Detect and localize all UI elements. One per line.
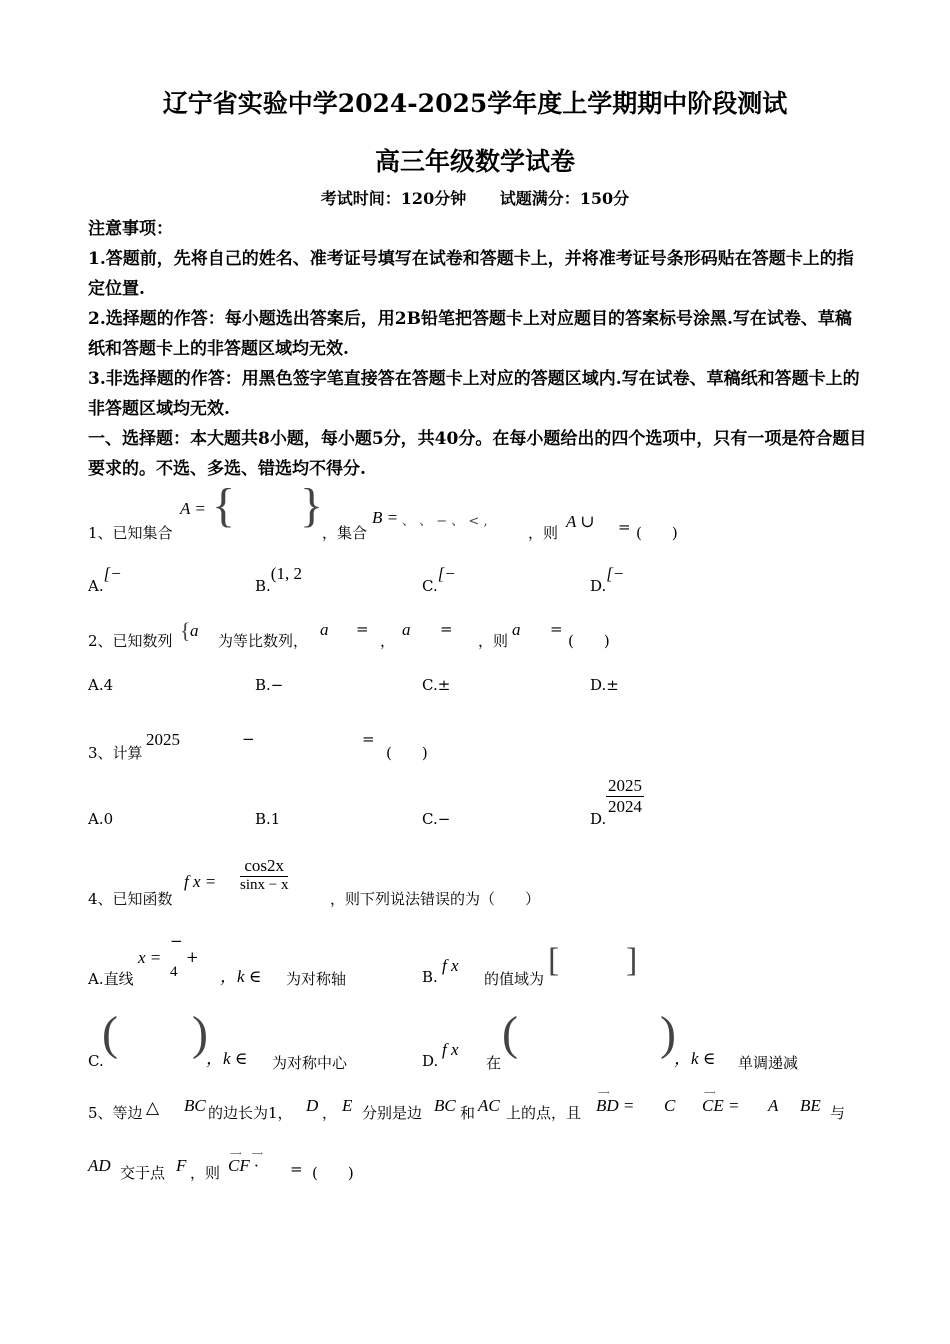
q5-prefix: 5、等边 [88, 1104, 143, 1122]
notes-section [88, 214, 868, 484]
q1-option-b[interactable]: B.(1, 2 [255, 564, 302, 595]
exam-info [0, 186, 950, 209]
q5-a: A [768, 1096, 779, 1115]
q5-t4: 交于点 [120, 1164, 166, 1182]
q2-then: ，则 [478, 632, 509, 650]
q4-tail: ，则下列说法错误的为（ ） [330, 890, 541, 908]
q2-option-d[interactable]: D.± [590, 676, 619, 694]
q5-d: D [306, 1096, 319, 1115]
q3-option-d[interactable]: D. [590, 810, 607, 828]
q1-paren: ( ) [636, 524, 678, 542]
q1-option-a[interactable]: A.[− [88, 564, 122, 595]
q2-eq3: = [550, 620, 563, 638]
q5-bd: BD = [596, 1096, 635, 1115]
q4-d-paren-right-icon: ) [660, 1007, 676, 1060]
q1-left-brace-icon: { [212, 479, 236, 532]
q2-seq: a [190, 621, 199, 640]
q3-option-c[interactable]: C.− [422, 810, 451, 828]
q5-be: BE [800, 1096, 821, 1115]
note-3: 3.非选择题的作答：用黑色签字笔直接答在答题卡上对应的答题区域内.写在试卷、草稿纸和答题卡上的非答题区域均无效. [88, 369, 860, 419]
exam-title: 辽宁省实验中学2024-2025学年度上学期期中阶段测试 [162, 89, 788, 118]
q3-paren: ( ) [386, 744, 428, 762]
q1-mid: ，集合 [322, 524, 368, 542]
q5-vec-bd-icon: ⟶ [598, 1088, 611, 1097]
notes-heading: 注意事项： [88, 219, 173, 239]
q2-comma: ， [380, 632, 396, 650]
q5-t2: 分别是边 [362, 1104, 423, 1122]
q1-union: A ∪ [566, 512, 595, 531]
q4-b-bracket-right-icon: ] [626, 942, 638, 979]
q1-eq: = [618, 518, 631, 536]
q4-d-paren-left-icon: ( [502, 1007, 518, 1060]
q1-set-b-tail: 、 、 − 、 < , [402, 514, 488, 529]
q2-a2: a [402, 620, 411, 639]
q2-prefix: 2、已知数列 [88, 632, 173, 650]
q5-bc2: BC [434, 1096, 456, 1115]
q3-eq: = [362, 730, 375, 748]
q5-e: E [342, 1096, 353, 1115]
q5-comma: ， [322, 1104, 338, 1122]
q5-paren: ( ) [312, 1164, 354, 1182]
q2-paren: ( ) [568, 632, 610, 650]
q5-ac: AC [478, 1096, 500, 1115]
q4-b-bracket-left-icon: [ [548, 942, 560, 979]
q5-t3: 上的点，且 [506, 1104, 582, 1122]
note-2: 2.选择题的作答：每小题选出答案后，用2B铅笔把答题卡上对应题目的答案标号涂黑.写在试卷、草稿纸和答题卡上的非答题区域均无效. [88, 309, 852, 359]
q1-prefix: 1、已知集合 [88, 524, 173, 542]
q3-prefix: 3、计算 [88, 744, 143, 762]
exam-page: 辽宁省实验中学2024-2025学年度上学期期中阶段测试 高三年级数学试卷 考试时间：120分钟 试题满分：150分 注意事项： 1.答题前，先将自己的姓名、准考证号填写在试卷和答题卡上，并将准考证号条形码贴在答题卡上的指定位置. 2.选择题的作答：每小题选出答案后，用2B铅笔把答题卡上对应题目的答案标号涂黑.写在试卷、草稿纸和答题卡上的非答题区域均无效. 3.非选择题的作答：用黑色签字笔直接答在答题卡上对应的答题区域内.写在试卷、草稿纸和答题卡上的非答题区域均无效. 一、选择题：本大题共8小题，每小题5分，共40分。在每小题给出的四个选项中，只有一项是符合题目要求的。不选、多选、错选均不得分. 1、已知集合 A = { } ，集合 B = 、 、 − 、 < , ，则 A ∪ = ( ) A.[− B.(1, 2 C.[− D.[− 2、已知数列 { a 为等比数列， a = ， a = ，则 a = ( ) A.4 B.− C.± D.± 3、计算 2025 − = ( ) A.0 B.1 C.− D. $\frac{2025}{2024}$ 4、已知函数 f x = $\frac{\cos 2x}{\sin x - x}$ ，则下列说法错误的为（ ） A.直线 x = − 4 + ，k ∈ 为对称轴 B. f x 的值域为 [ ] C. ( ) ，k ∈ 为对称中心 D. f x 在 ( ) ，k ∈ 单调递减 5、等边 △ BC 的边长为1， D ， E 分别是边 BC 和 AC 上的点，且 ⟶ BD = C ⟶ CE = A BE 与 AD 交于点 F ，则 ⟶ ⟶ CF · = ( ) [0, 0, 950, 1344]
q1-set-b: B = [372, 508, 399, 527]
q2-a1: a [320, 620, 329, 639]
q2-eq1: = [356, 620, 369, 638]
q5-f: F [176, 1156, 187, 1175]
q5-ce: CE = [702, 1096, 740, 1115]
q4-c-paren-left-icon: ( [102, 1007, 118, 1060]
q1-option-d[interactable]: D.[− [590, 564, 625, 595]
q5-triangle-icon: △ [146, 1098, 160, 1118]
exam-subtitle: 高三年级数学试卷 [374, 147, 575, 176]
q5-and: 和 [460, 1104, 476, 1122]
q3-option-d-fraction: $\frac{2025}{2024}$ [608, 776, 642, 816]
q2-option-b[interactable]: B.− [255, 676, 284, 694]
q4-prefix: 4、已知函数 [88, 890, 173, 908]
q1-set-a: A = [180, 499, 206, 518]
exam-time: 考试时间：120分钟 [320, 189, 467, 208]
q5-cf: CF · [228, 1156, 259, 1175]
q5-then: ，则 [190, 1164, 221, 1182]
q4-fx: f x = [184, 872, 217, 891]
q1-then: ，则 [528, 524, 559, 542]
q5-c: C [664, 1096, 676, 1115]
q2-option-c[interactable]: C.± [422, 676, 451, 694]
section-heading: 一、选择题：本大题共8小题，每小题5分，共40分。在每小题给出的四个选项中，只有一项是符合题目要求的。不选、多选、错选均不得分. [88, 429, 867, 479]
exam-score: 试题满分：150分 [499, 189, 630, 208]
note-1: 1.答题前，先将自己的姓名、准考证号填写在试卷和答题卡上，并将准考证号条形码贴在答题卡上的指定位置. [88, 249, 854, 299]
q4-c-paren-right-icon: ) [192, 1007, 208, 1060]
q5-eq: = [290, 1160, 303, 1178]
q5-ad: AD [88, 1156, 111, 1175]
q4-fraction: $\frac{\cos 2x}{\sin x - x}$ [240, 856, 289, 893]
q1-option-c[interactable]: C.[− [422, 564, 456, 595]
q5-vec-cf-icon: ⟶ ⟶ [230, 1149, 264, 1158]
q1-right-brace-icon: } [300, 479, 324, 532]
q3-minus: − [242, 730, 255, 748]
q2-brace-icon: { [180, 618, 191, 643]
q2-a3: a [512, 620, 521, 639]
q2-mid: 为等比数列， [218, 632, 309, 650]
q2-option-a[interactable]: A.4 [88, 676, 114, 694]
q5-vec-ce-icon: ⟶ [704, 1088, 717, 1097]
q3-option-a[interactable]: A.0 [88, 810, 114, 828]
q5-with: 与 [830, 1104, 846, 1122]
q5-bc: BC [184, 1096, 206, 1115]
q3-option-b[interactable]: B.1 [255, 810, 281, 828]
q3-num: 2025 [146, 730, 180, 749]
q5-t1: 的边长为1， [208, 1104, 293, 1122]
q2-eq2: = [440, 620, 453, 638]
